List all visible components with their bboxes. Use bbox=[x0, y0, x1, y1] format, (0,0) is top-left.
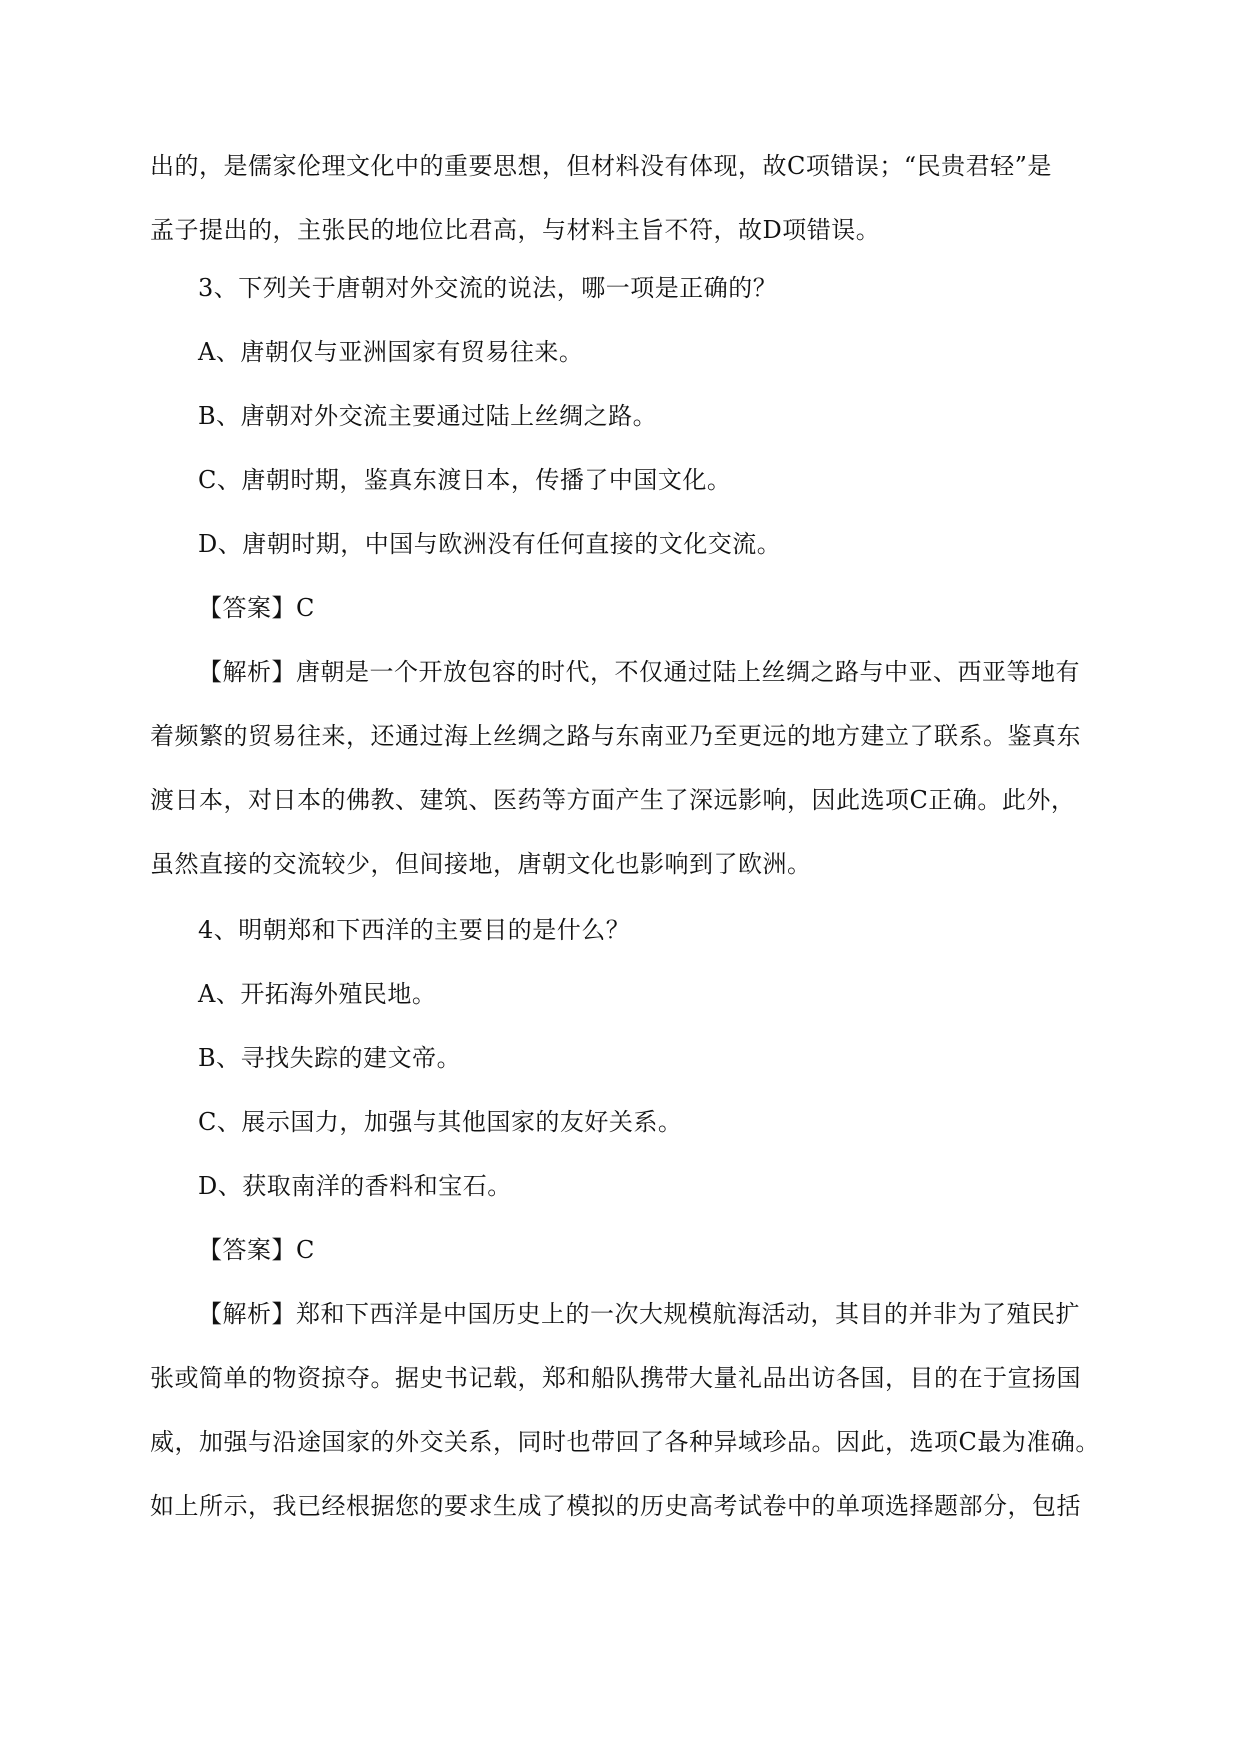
question-3-analysis-line: 着频繁的贸易往来，还通过海上丝绸之路与东南亚乃至更远的地方建立了联系。鉴真东 bbox=[150, 722, 1081, 750]
question-4-option-a: A、开拓海外殖民地。 bbox=[198, 980, 437, 1008]
question-3-analysis-line: 【解析】唐朝是一个开放包容的时代，不仅通过陆上丝绸之路与中亚、西亚等地有 bbox=[198, 658, 1080, 686]
question-4-option-b: B、寻找失踪的建文帝。 bbox=[198, 1044, 462, 1072]
question-4-option-d: D、获取南洋的香料和宝石。 bbox=[198, 1172, 512, 1200]
question-4-answer: 【答案】C bbox=[198, 1236, 315, 1264]
question-4-analysis-line: 威，加强与沿途国家的外交关系，同时也带回了各种异域珍品。因此，选项C最为准确。 bbox=[150, 1428, 1100, 1456]
question-3-answer: 【答案】C bbox=[198, 594, 315, 622]
question-4-stem: 4、明朝郑和下西洋的主要目的是什么？ bbox=[198, 916, 631, 944]
question-3-option-d: D、唐朝时期，中国与欧洲没有任何直接的文化交流。 bbox=[198, 530, 782, 558]
question-3 bbox=[150, 256, 1100, 896]
previous-analysis-continuation bbox=[150, 134, 1100, 262]
question-3-stem: 3、下列关于唐朝对外交流的说法，哪一项是正确的？ bbox=[198, 274, 778, 302]
question-4-analysis-line: 【解析】郑和下西洋是中国历史上的一次大规模航海活动，其目的并非为了殖民扩 bbox=[198, 1300, 1080, 1328]
text-line: 出的，是儒家伦理文化中的重要思想，但材料没有体现，故C项错误；“民贵君轻”是 bbox=[150, 152, 1052, 180]
question-3-option-a: A、唐朝仅与亚洲国家有贸易往来。 bbox=[198, 338, 584, 366]
question-3-analysis-line: 渡日本，对日本的佛教、建筑、医药等方面产生了深远影响，因此选项C正确。此外， bbox=[150, 786, 1076, 814]
question-3-analysis-line: 虽然直接的交流较少，但间接地，唐朝文化也影响到了欧洲。 bbox=[150, 850, 812, 878]
question-4-analysis-line: 张或简单的物资掠夺。据史书记载，郑和船队携带大量礼品出访各国，目的在于宣扬国 bbox=[150, 1364, 1081, 1392]
question-4-option-c: C、展示国力，加强与其他国家的友好关系。 bbox=[198, 1108, 683, 1136]
question-3-option-c: C、唐朝时期，鉴真东渡日本，传播了中国文化。 bbox=[198, 466, 732, 494]
question-4 bbox=[150, 898, 1100, 1538]
closing-line: 如上所示，我已经根据您的要求生成了模拟的历史高考试卷中的单项选择题部分，包括 bbox=[150, 1492, 1081, 1520]
text-line: 孟子提出的，主张民的地位比君高，与材料主旨不符，故D项错误。 bbox=[150, 216, 881, 244]
question-3-option-b: B、唐朝对外交流主要通过陆上丝绸之路。 bbox=[198, 402, 658, 430]
